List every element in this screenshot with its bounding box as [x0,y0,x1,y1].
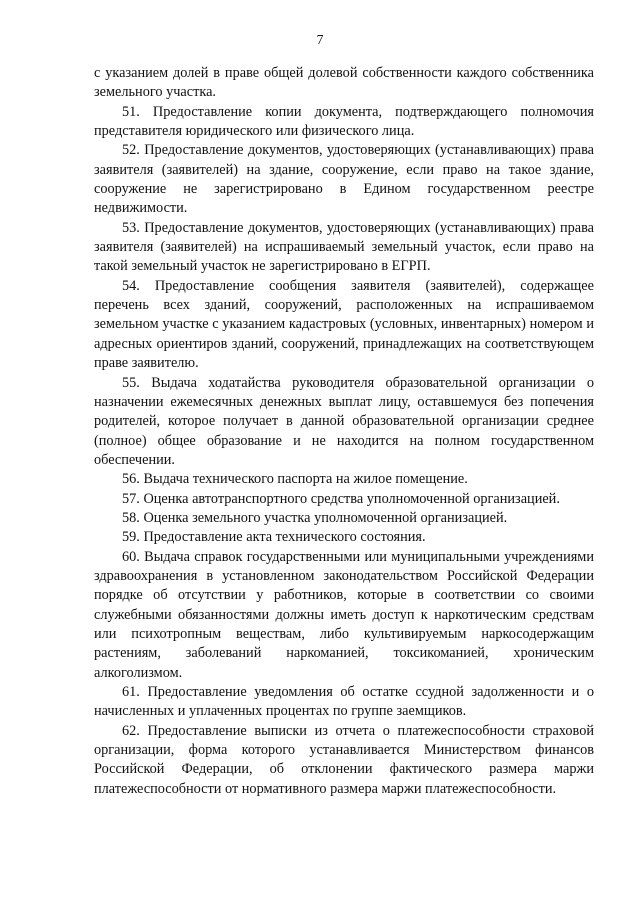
paragraph-item-57: 57. Оценка автотранспортного средства уполномоченной организацией. [122,490,560,507]
paragraph-item-52: 52. Предоставление документов, удостоверяющих (устанавливающих) права заявителя (заявителей) на здание, сооружение, если право на такое здание, сооружение не зарегистрировано в Едином государственном реестре недвижимости. [94,142,594,217]
paragraph-item-61: 61. Предоставление уведомления об остатке ссудной задолженности и о начисленных и уплаченных процентах по группе заемщиков. [94,684,594,720]
paragraph-continuation: с указанием долей в праве общей долевой собственности каждого собственника земельного участка. [94,65,594,101]
paragraph-item-62: 62. Предоставление выписки из отчета о платежеспособности страховой организации, форма которого устанавливается Министерством финансов Российской Федерации, об отклонении фактического размера маржи платежеспособности от нормативного размера маржи платежеспособности. [94,722,594,797]
paragraph-item-55: 55. Выдача ходатайства руководителя образовательной организации о назначении ежемесячных денежных выплат лицу, оставшемуся без попечения родителей, которое получает в данной образовательной организации среднее (полное) общее образование и не находится на полном государственном обеспечении. [94,374,594,468]
paragraph-item-58: 58. Оценка земельного участка уполномоченной организацией. [122,509,508,526]
paragraph-item-56: 56. Выдача технического паспорта на жилое помещение. [122,471,468,488]
document-body [94,64,594,799]
paragraph-item-51: 51. Предоставление копии документа, подтверждающего полномочия представителя юридического или физического лица. [94,103,594,140]
paragraph-item-54: 54. Предоставление сообщения заявителя (заявителей), содержащее перечень всех зданий, сооружений, расположенных на испрашиваемом земельном участке с указанием кадастровых (условных, инвентарных) номером и адресных ориентиров зданий, сооружений, принадлежащих на соответствующем праве заявителю. [94,277,594,372]
paragraph-item-53: 53. Предоставление документов, удостоверяющих (устанавливающих) права заявителя (заявителей) на испрашиваемый земельный участок, если право на такой земельный участок не зарегистрировано в ЕГРП. [94,219,594,275]
page-number: 7 [316,32,324,47]
paragraph-item-60: 60. Выдача справок государственными или муниципальными учреждениями здравоохранения в установленном законодательством Российской Федерации порядке об отсутствии у работников, которые в соответствии со своими служебными обязанностями должны иметь доступ к наркотическим средствам или психотропным веществам, либо культивируемым наркосодержащим растениям, заболеваний наркоманией, токсикоманией, хроническим алкоголизмом. [94,548,594,681]
paragraph-item-59: 59. Предоставление акта технического состояния. [122,529,426,546]
